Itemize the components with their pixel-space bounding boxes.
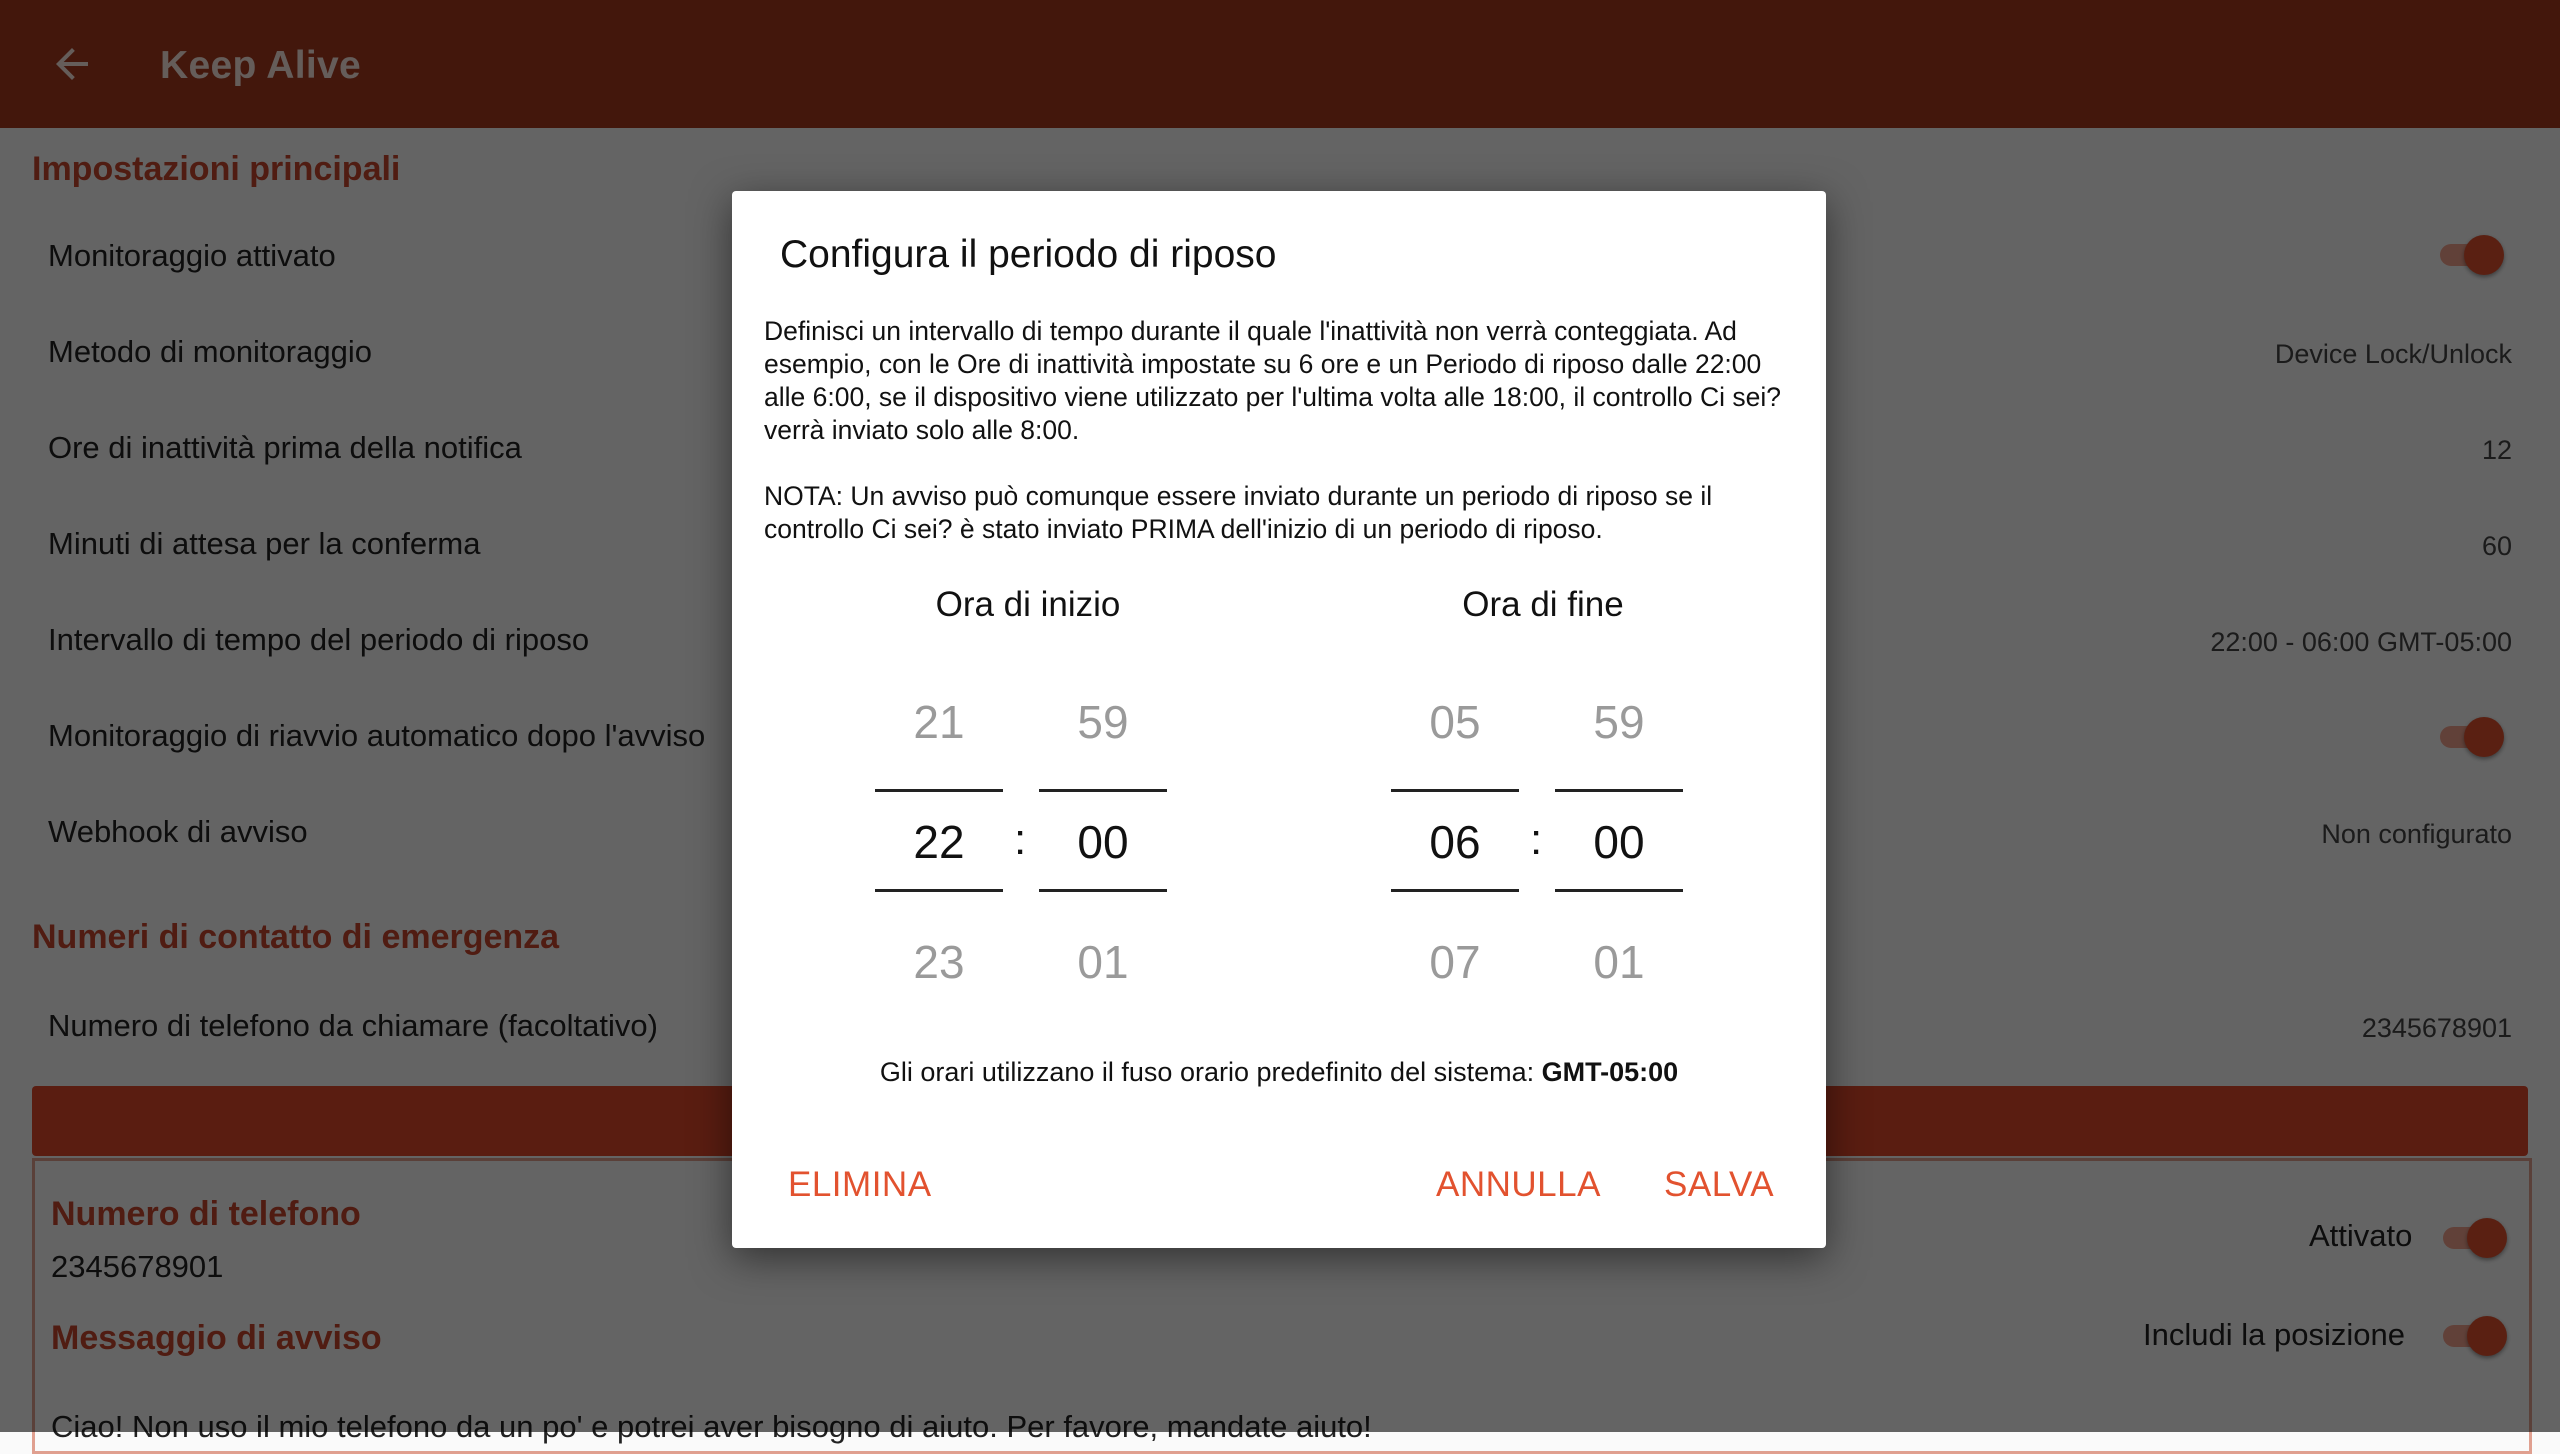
save-button[interactable]: SALVA [1664, 1165, 1775, 1204]
delete-button[interactable]: ELIMINA [788, 1165, 932, 1204]
start-minute-divider-top [1039, 789, 1167, 792]
start-time-separator: : [1014, 815, 1027, 864]
start-hour-input[interactable]: 22 [913, 816, 965, 868]
end-hour-divider-top [1391, 789, 1519, 792]
start-hour-divider-top [875, 789, 1003, 792]
start-minute-input[interactable]: 00 [1077, 816, 1129, 868]
start-hour-next[interactable]: 23 [913, 936, 965, 988]
end-time-separator: : [1530, 815, 1543, 864]
start-minute-divider-bottom [1039, 889, 1167, 892]
end-minute-input[interactable]: 00 [1593, 816, 1645, 868]
timezone-note-text: Gli orari utilizzano il fuso orario predefinito del sistema: [879, 1057, 1542, 1087]
start-hour-divider-bottom [875, 889, 1003, 892]
timezone-note [732, 1057, 1826, 1088]
end-minute-next[interactable]: 01 [1593, 936, 1645, 988]
end-minute-divider-top [1555, 789, 1683, 792]
timezone-value: GMT-05:00 [1541, 1057, 1679, 1087]
end-hour-prev[interactable]: 05 [1429, 696, 1481, 748]
start-time-label: Ora di inizio [935, 585, 1121, 624]
end-minute-divider-bottom [1555, 889, 1683, 892]
start-hour-prev[interactable]: 21 [913, 696, 965, 748]
end-hour-divider-bottom [1391, 889, 1519, 892]
dialog-title: Configura il periodo di riposo [780, 233, 1277, 276]
rest-period-dialog [732, 191, 1826, 1248]
dialog-note: NOTA: Un avviso può comunque essere inviato durante un periodo di riposo se il controllo Ci sei? è stato inviato PRIMA dell'inizio di un periodo di riposo. [764, 481, 1713, 544]
dialog-description: Definisci un intervallo di tempo durante il quale l'inattività non verrà conteggiata. Ad esempio, con le Ore di inattività impostate su 6 ore e un Periodo di riposo dalle 22:00 alle 6:00, se il dispositivo viene utilizzato per l'ultima volta alle 18:00, il controllo Ci sei? verrà inviato solo alle 8:00. [764, 316, 1781, 445]
cancel-button[interactable]: ANNULLA [1436, 1165, 1601, 1204]
end-time-label: Ora di fine [1462, 585, 1624, 624]
end-minute-prev[interactable]: 59 [1593, 696, 1645, 748]
start-minute-next[interactable]: 01 [1077, 936, 1129, 988]
end-hour-input[interactable]: 06 [1429, 816, 1481, 868]
start-minute-prev[interactable]: 59 [1077, 696, 1129, 748]
end-hour-next[interactable]: 07 [1429, 936, 1481, 988]
